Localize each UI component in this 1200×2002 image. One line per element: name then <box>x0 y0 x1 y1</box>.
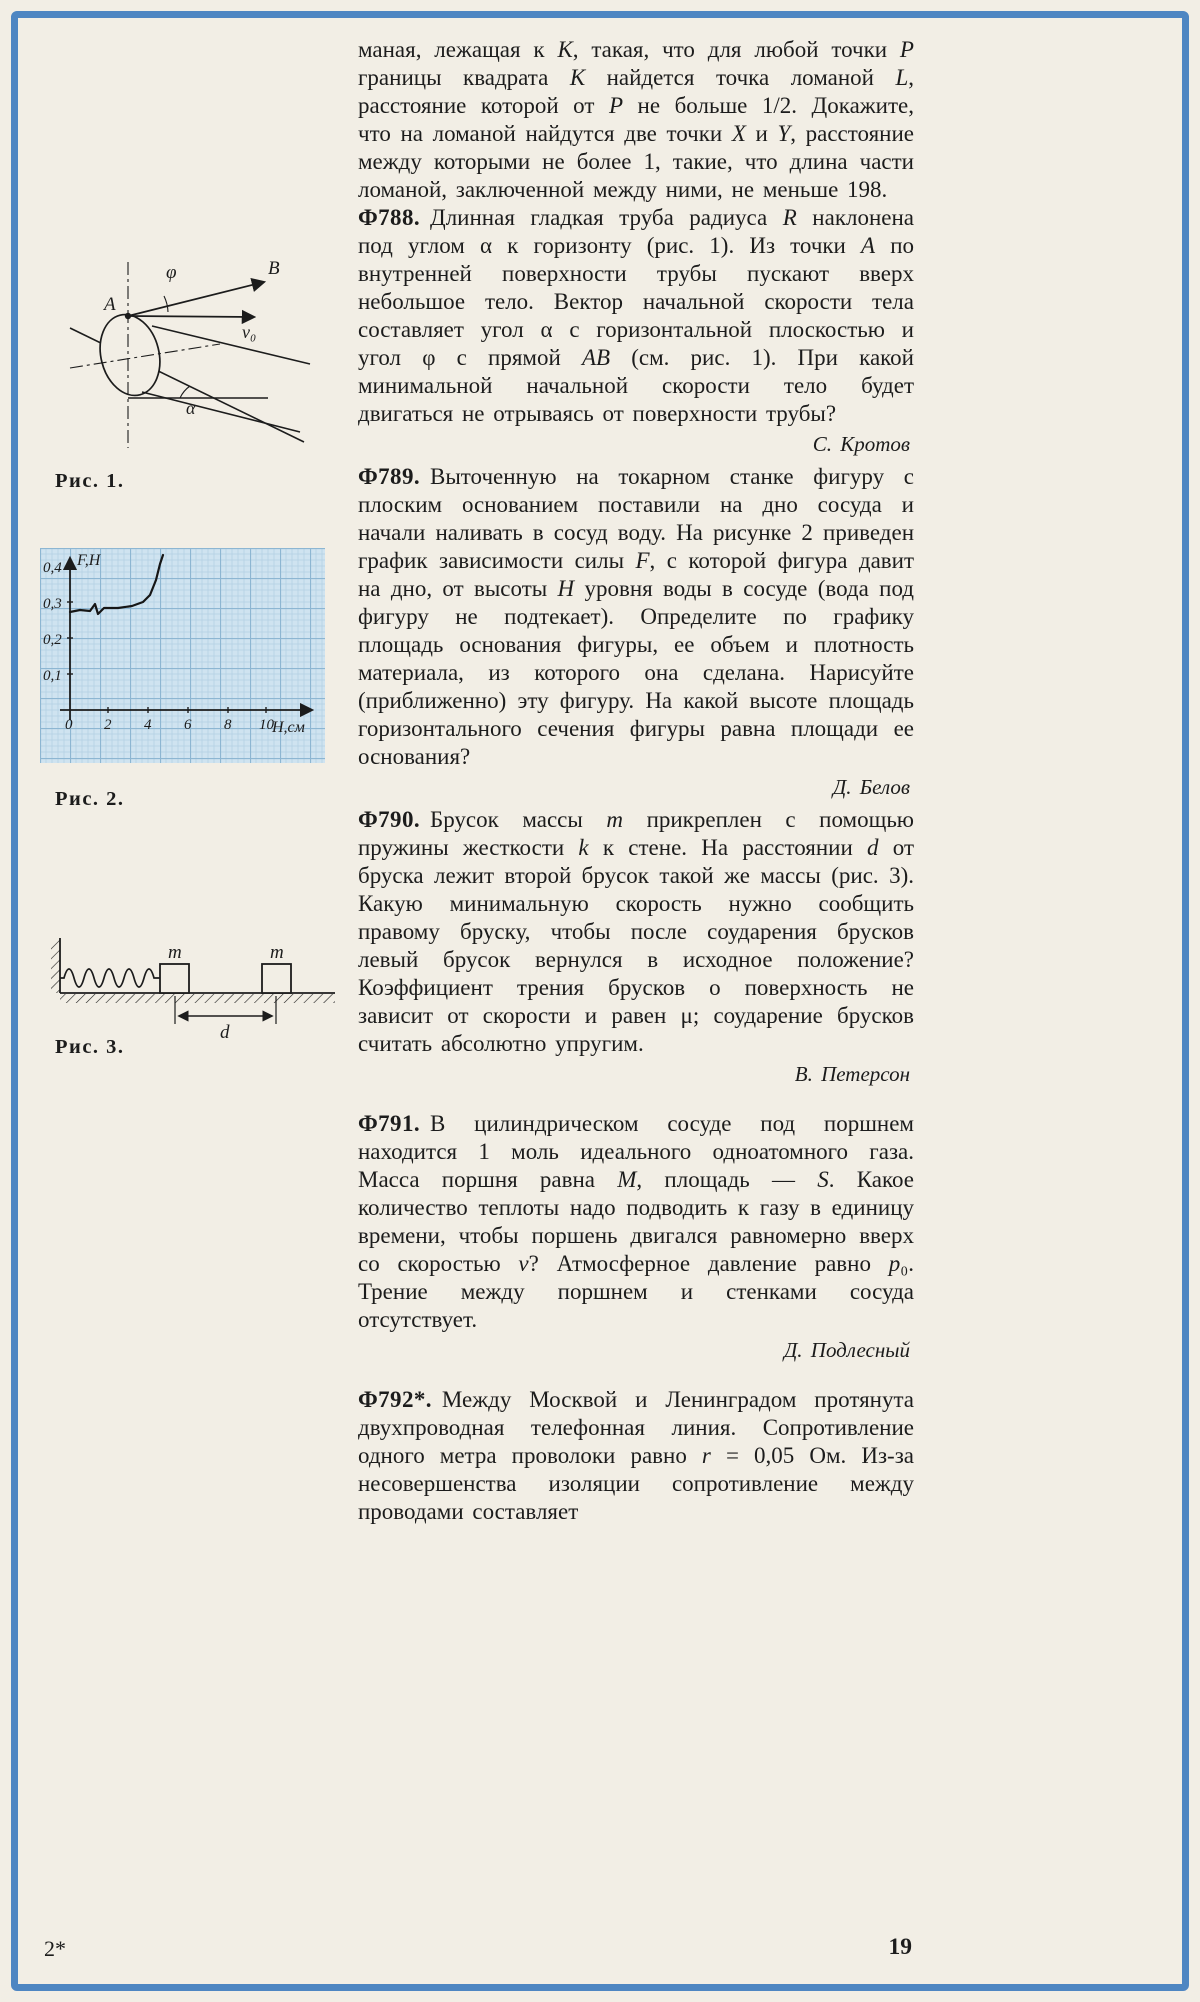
problem-author: Д. Белов <box>832 775 910 799</box>
figure-2-graph <box>40 548 325 763</box>
figure-1-diagram <box>42 250 334 468</box>
y-axis-label: F,H <box>77 552 101 569</box>
problem-text: Между Москвой и Ленинградом протянута двухпроводная телефонная линия. Сопротивление одного метра проволоки равно r = 0,05 Ом. Из-за несовершенства изоляции сопротивление между проводами составляет <box>358 1387 914 1524</box>
x-tick-label: 8 <box>224 717 232 733</box>
y-tick-label: 0,1 <box>43 668 62 684</box>
x-tick-label: 4 <box>144 717 152 733</box>
phi-angle-arc <box>164 296 168 312</box>
figure-1-caption: Рис. 1. <box>55 470 125 492</box>
spring <box>60 969 160 987</box>
problem-f792 <box>358 1386 914 1526</box>
point-a-dot <box>125 313 131 319</box>
x-axis-label: Н,см <box>272 719 305 736</box>
problem-text: Брусок массы m прикреплен с помощью пружины жесткости k к стене. На расстоянии d от бруска лежит второй брусок такой же массы (рис. 3). Какую минимальную скорость нужно сообщить правому бруску, чтобы после соударения брусков левый брусок вернулся в исходное положение? Коэффициент трения брусков о поверхность не зависит от скорости и равен μ; соударение брусков считать абсолютно упругим. <box>358 807 915 1056</box>
v0-label: v₀ <box>242 322 257 342</box>
x-tick-label: 0 <box>65 717 73 733</box>
footer-signature: 2* <box>44 1936 66 1961</box>
point-b-label: B <box>268 258 280 279</box>
problem-number: Ф792*. <box>358 1387 432 1412</box>
ground-hatching <box>60 994 335 1003</box>
x-tick-label: 2 <box>104 717 112 733</box>
alpha-label: α <box>186 398 196 418</box>
y-tick-label: 0,4 <box>43 560 62 576</box>
problem-number: Ф789. <box>358 464 421 489</box>
figure-2-caption: Рис. 2. <box>55 788 125 810</box>
tube-edge-top <box>152 326 310 364</box>
x-tick-label: 6 <box>184 717 192 733</box>
figure-3-diagram <box>38 912 338 1047</box>
problem-f789 <box>358 463 914 771</box>
v0-arrow <box>128 316 254 317</box>
problem-number: Ф791. <box>358 1111 421 1136</box>
phi-label: φ <box>166 262 177 283</box>
problem-author: С. Кротов <box>812 432 910 456</box>
y-tick-label: 0,3 <box>43 596 62 612</box>
problem-text: Длинная гладкая труба радиуса R наклонена под углом α к горизонту (рис. 1). Из точки А по внутренней поверхности трубы пускают вверх небольшое тело. Вектор начальной скорости тела составляет угол α с горизонтальной плоскостью и угол φ с прямой АВ (см. рис. 1). При какой минимальной начальной скорости тело будет двигаться не отрываясь от поверхности трубы? <box>358 205 915 426</box>
problem-number: Ф790. <box>358 807 421 832</box>
mass-right-label: m <box>270 942 284 963</box>
tube-cross-section <box>92 308 168 402</box>
right-block <box>262 964 291 993</box>
page-number: 19 <box>888 1934 912 1960</box>
alpha-angle-arc <box>180 386 190 398</box>
problem-f788 <box>358 204 914 428</box>
problem-text: Выточенную на токарном станке фигуру с плоским основанием поставили на дно сосуда и начали наливать в сосуд воду. На рисунке 2 приведен график зависимости силы F, с которой фигура давит на дно, от высоты Н уровня воды в сосуде (вода под фигуру не подтекает). Определите по графику площадь основания фигуры, ее объем и плотность материала, из которого она сделана. Нарисуйте (приближенно) эту фигуру. На какой высоте площадь горизонтального сечения фигуры равна площади ее основания? <box>358 464 915 769</box>
figure-3-caption: Рис. 3. <box>55 1036 125 1058</box>
problems-column <box>358 36 914 1526</box>
problem-text: В цилиндрическом сосуде под поршнем находится 1 моль идеального одноатомного газа. Масса поршня равна М, площадь — S. Какое количество теплоты надо подводить к газу в единицу времени, чтобы поршень двигался равномерно вверх со скоростью v? Атмосферное давление равно p₀. Трение между поршнем и стенками сосуда отсутствует. <box>358 1111 914 1332</box>
problem-number: Ф788. <box>358 205 421 230</box>
problem-author: Д. Подлесный <box>783 1338 910 1362</box>
continued-problem-text: маная, лежащая к К, такая, что для любой точки Р границы квадрата К найдется точка ломаной L, расстояние которой от Р не больше 1/2. Докажите, что на ломаной найдутся две точки X и Y, расстояние между которыми не более 1, такие, что длина части ломаной, заключенной между ними, не меньше 198. <box>358 37 914 202</box>
left-block <box>160 964 189 993</box>
mass-left-label: m <box>168 942 182 963</box>
point-a-label: A <box>104 294 116 315</box>
wall-hatching <box>51 940 60 993</box>
problem-author: В. Петерсон <box>794 1062 910 1086</box>
problem-f791 <box>358 1110 914 1334</box>
x-tick-label: 10 <box>259 717 274 733</box>
line-ab-arrow <box>128 282 264 316</box>
problem-f790 <box>358 806 914 1058</box>
y-tick-label: 0,2 <box>43 632 62 648</box>
distance-label: d <box>220 1022 230 1043</box>
